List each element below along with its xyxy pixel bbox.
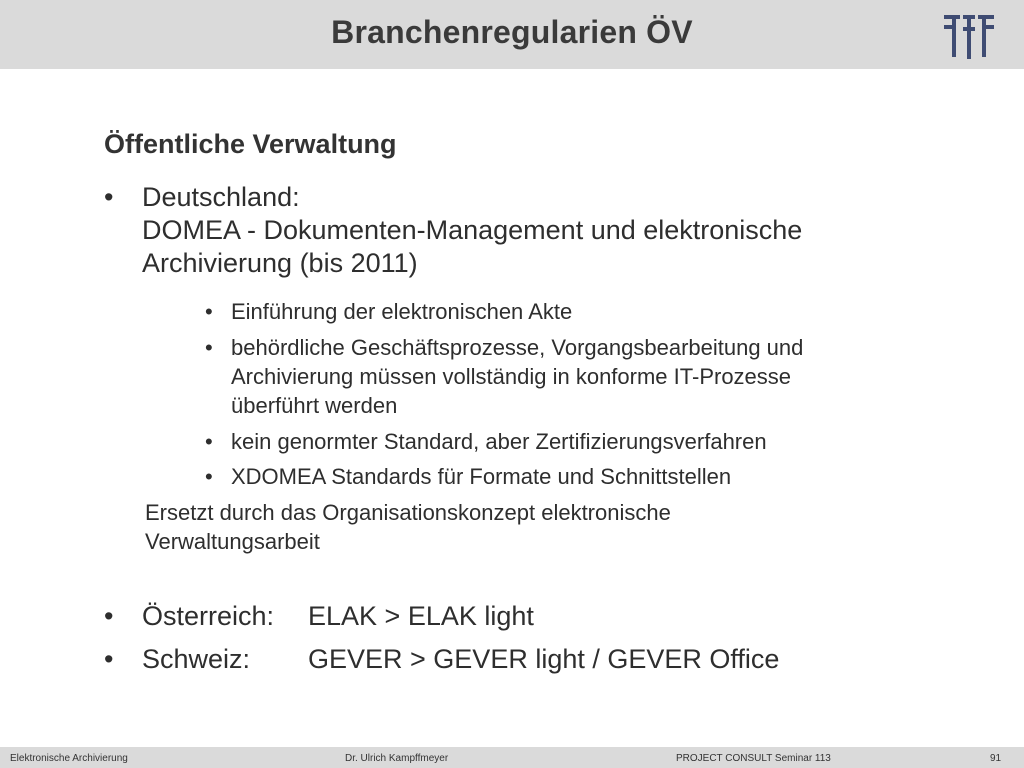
country-name: Österreich: (142, 601, 275, 631)
footer-bar (0, 747, 1024, 768)
sub-bullet-text: Einführung der elektronischen Akte (231, 299, 573, 324)
header-bar (0, 0, 1024, 69)
bullet-dot: • (205, 464, 213, 489)
bullet-germany-line-2: DOMEA - Dokumenten-Management und elektronische (142, 215, 803, 245)
bullet-germany-line-1: Deutschland: (142, 182, 300, 212)
bullet-dot: • (104, 182, 114, 212)
project-consult-logo-icon (944, 15, 994, 59)
bullet-dot: • (205, 299, 213, 324)
bullet-dot: • (205, 429, 213, 454)
footer-author: Dr. Ulrich Kampffmeyer (345, 753, 449, 764)
country-system: GEVER > GEVER light / GEVER Office (308, 644, 780, 674)
bullet-dot: • (205, 335, 213, 360)
country-name: Schweiz: (142, 644, 251, 674)
footer-page-number: 91 (990, 753, 1002, 764)
bullet-germany-line-3: Archivierung (bis 2011) (142, 248, 418, 278)
replacement-note-line: Ersetzt durch das Organisationskonzept elektronische (145, 500, 671, 525)
sub-bullet-text: behördliche Geschäftsprozesse, Vorgangsbearbeitung und (231, 335, 804, 360)
replacement-note-line: Verwaltungsarbeit (145, 529, 320, 554)
sub-bullet-text: Archivierung müssen vollständig in konforme IT-Prozesse (231, 364, 792, 389)
footer-course: Elektronische Archivierung (10, 753, 128, 764)
bullet-dot: • (104, 601, 114, 631)
sub-bullet-text: kein genormter Standard, aber Zertifizierungsverfahren (231, 429, 767, 454)
sub-bullet-text: überführt werden (231, 393, 398, 418)
country-system: ELAK > ELAK light (308, 601, 534, 631)
slide-title: Branchenregularien ÖV (331, 14, 693, 50)
section-heading: Öffentliche Verwaltung (104, 129, 397, 159)
footer-seminar: PROJECT CONSULT Seminar 113 (676, 753, 831, 764)
sub-bullet-text: XDOMEA Standards für Formate und Schnittstellen (231, 464, 732, 489)
bullet-dot: • (104, 644, 114, 674)
